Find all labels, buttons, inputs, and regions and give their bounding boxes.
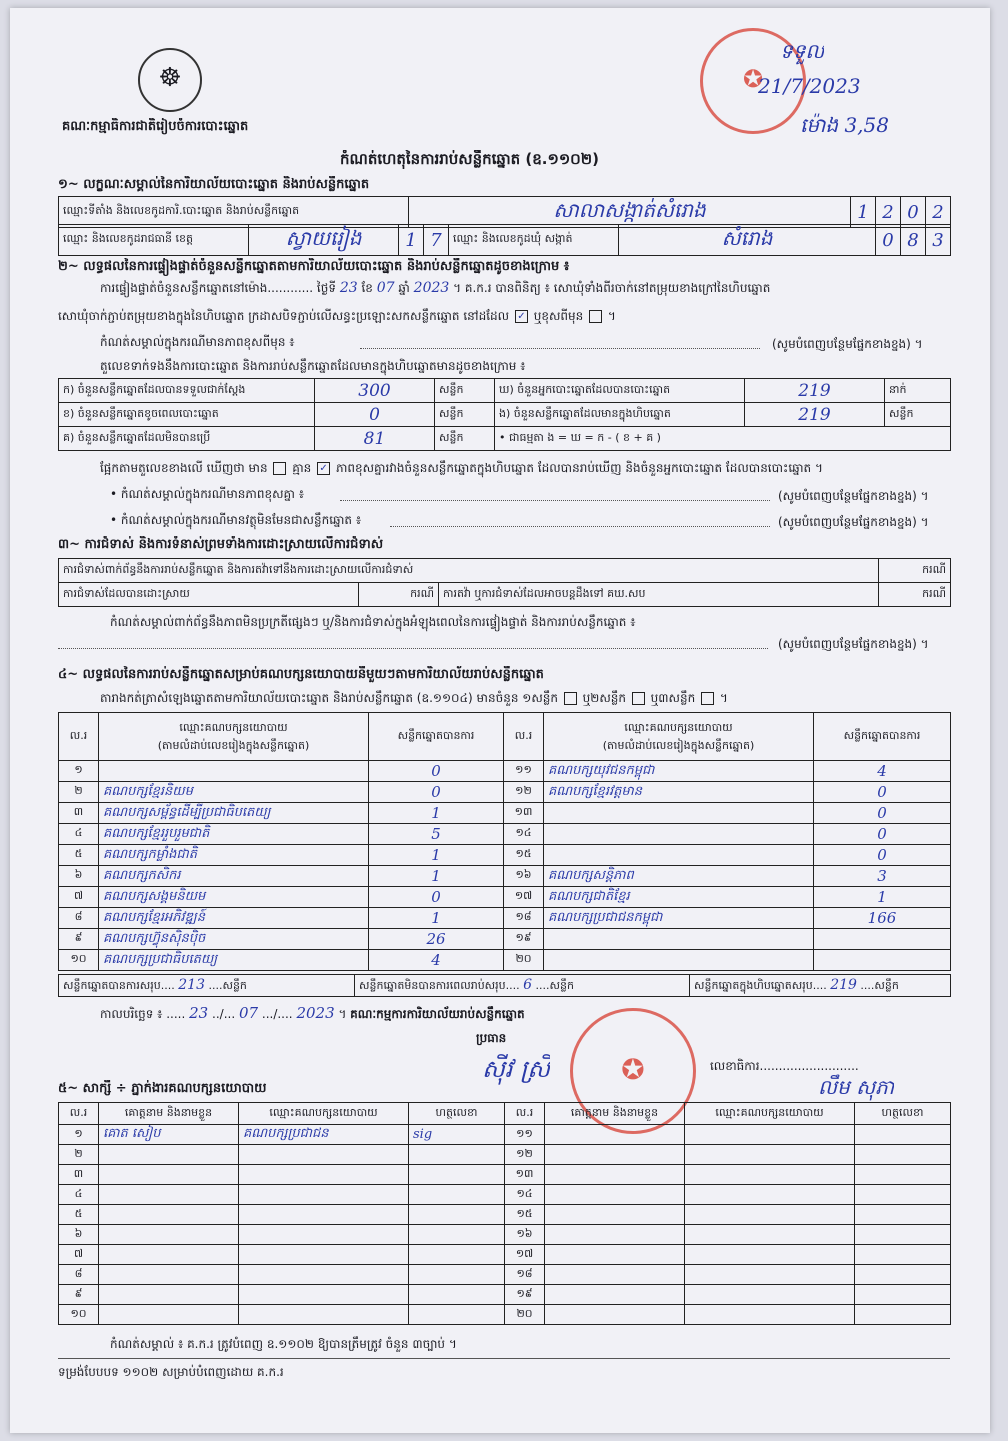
office-code-digit: 0	[901, 197, 926, 228]
witness-name	[545, 1285, 685, 1305]
witness-signature: sig	[409, 1125, 505, 1145]
table-row	[59, 1205, 951, 1225]
commune-code-digit: 0	[876, 225, 901, 256]
seal-diff-label: ឬខុសពីមុន	[533, 309, 584, 323]
witness-party	[685, 1225, 855, 1245]
witness-signature	[409, 1265, 505, 1285]
party-name	[544, 929, 814, 950]
row-number: ១៥	[505, 1205, 545, 1225]
unit-label: សន្លឹក	[435, 403, 495, 427]
total-invalid-value: 6	[523, 976, 533, 993]
form-footer: ទម្រង់បែបបទ ១១០២ សម្រាប់បំពេញដោយ គ.ក.រ	[58, 1365, 284, 1379]
party-name: គណបក្សយុវជនកម្ពុជា	[544, 761, 814, 782]
party-name	[544, 824, 814, 845]
col-party-header: ឈ្មោះគណបក្សនយោបាយ	[685, 1103, 855, 1125]
witness-party	[685, 1165, 855, 1185]
ballots-in-box-value: 219	[745, 403, 885, 427]
compare-yes-checkbox[interactable]	[273, 462, 286, 475]
witness-name	[545, 1205, 685, 1225]
fill-hint: (សូមបំពេញបន្ថែមផ្នែកខាងខ្នង) ។	[778, 515, 929, 529]
witness-name	[545, 1145, 685, 1165]
party-votes: 1	[369, 908, 504, 929]
table-row	[59, 845, 951, 866]
date-month: 07	[238, 1004, 259, 1022]
row-number: ២០	[505, 1305, 545, 1325]
unit-label: នាក់	[885, 379, 951, 403]
chair-label: ប្រធាន	[476, 1031, 507, 1045]
table-row	[59, 1165, 951, 1185]
row-number: ៨	[59, 908, 99, 929]
party-name: គណបក្សខ្មែរវត្តមាន	[544, 782, 814, 803]
check-day: 23	[339, 280, 358, 296]
table-row	[59, 1305, 951, 1325]
party-name: គណបក្សខ្មែររួបរួមជាតិ	[99, 824, 369, 845]
seal-same-checkbox[interactable]: ✓	[515, 310, 528, 323]
row-number: ១៦	[505, 1225, 545, 1245]
check-text: ការផ្ទៀងផ្ទាត់ចំនួនសន្លឹកឆ្នោតនៅម៉ោង............ ថ្ងៃទី	[100, 281, 336, 295]
col-sign-header: ហត្ថលេខា	[409, 1103, 505, 1125]
check-line	[100, 280, 960, 298]
row-number: ១៧	[505, 1245, 545, 1265]
witness-signature	[855, 1185, 951, 1205]
witness-signature	[409, 1165, 505, 1185]
bullet-non-ballot: • កំណត់សម្គាល់ក្នុងករណីមានវត្ថុមិនមែនជាសន្លឹកឆ្នោត ៖	[110, 513, 362, 527]
party-votes: 1	[369, 803, 504, 824]
witness-name	[545, 1305, 685, 1325]
table-row	[59, 1125, 951, 1145]
row-number: ៥	[59, 1205, 99, 1225]
row-number: ៩	[59, 929, 99, 950]
received-note-line3: ម៉ោង 3,58	[800, 113, 889, 137]
witness-name	[545, 1125, 685, 1145]
ballots-unused-value: 81	[315, 427, 435, 451]
row-number: ១៦	[504, 866, 544, 887]
witness-signature	[855, 1165, 951, 1185]
col-party-header: ឈ្មោះគណបក្សនយោបាយ (តាមលំដាប់លេខរៀងក្នុងសន្លឹកឆ្នោត)	[544, 713, 814, 761]
objections-count-label: ការជំទាស់ពាក់ព័ន្ធនឹងការរាប់សន្លឹកឆ្នោត និងការតវ៉ាទៅនឹងការដោះស្រាយលើការជំទាស់	[59, 559, 879, 583]
row-number: ១០	[59, 1305, 99, 1325]
note-dotted-line	[360, 348, 760, 349]
check-month: 07	[376, 280, 395, 296]
witness-party	[685, 1185, 855, 1205]
witness-signature	[409, 1145, 505, 1165]
formula-note: • ជាធម្មតា ង = ឃ = ក - ( ខ + គ )	[495, 427, 951, 451]
table-row	[59, 929, 951, 950]
fill-hint: (សូមបំពេញបន្ថែមផ្នែកខាងខ្នង) ។	[778, 489, 929, 503]
province-code-digit: 7	[424, 225, 449, 256]
tally-sheets-line: តារាងកត់ត្រាសំឡេងឆ្នោតតាមការិយាល័យបោះឆ្នោត និងរាប់សន្លឹកឆ្នោត (ឧ.១១០៤) មានចំនួន ១សន្លឹក ឬ២សន្លឹក ឬ៣សន្លឹក ។	[100, 691, 728, 705]
witness-party	[239, 1285, 409, 1305]
party-votes: 0	[814, 824, 951, 845]
case-unit: ករណី	[359, 583, 439, 607]
commune-value: សំរោង	[619, 225, 876, 256]
party-votes: 0	[369, 761, 504, 782]
row-number: ២	[59, 1145, 99, 1165]
witness-signature	[409, 1185, 505, 1205]
form-title: កំណត់ហេតុនៃការរាប់សន្លឹកឆ្នោត (ឧ.១១០២)	[340, 150, 600, 168]
case-unit: ករណី	[879, 559, 951, 583]
witness-party: គណបក្សប្រជាជន	[239, 1125, 409, 1145]
party-name: គណបក្សកម្លាំងជាតិ	[99, 845, 369, 866]
witness-party	[685, 1125, 855, 1145]
party-name	[544, 845, 814, 866]
tally-1-checkbox[interactable]	[564, 692, 577, 705]
office-code-digit: 2	[926, 197, 951, 228]
unit-label: សន្លឹក	[885, 403, 951, 427]
witness-party	[239, 1185, 409, 1205]
party-name: គណបក្សប្រជាធិបតេយ្យ	[99, 950, 369, 971]
party-votes: 1	[814, 887, 951, 908]
witness-name	[99, 1205, 239, 1225]
witness-name	[545, 1185, 685, 1205]
party-votes: 5	[369, 824, 504, 845]
fill-hint: (សូមបំពេញបន្ថែមផ្នែកខាងខ្នង) ។	[772, 337, 923, 351]
bullet1-dotted-line	[340, 500, 770, 501]
commission-sign-label: គណៈកម្មការការិយាល័យរាប់សន្លឹកឆ្នោត	[350, 1007, 525, 1021]
seal-line: សោឃុំចាក់ភ្ជាប់តម្រុយខាងក្នុងនៃហិបឆ្នោត ក្រដាសបិទភ្ជាប់លើសន្ធះប្រឡោះសកសន្លឹកឆ្នោត នៅដដែល ✓ ឬខុសពីមុន ។	[58, 309, 616, 323]
secretary-label: លេខាធិការ..........................	[710, 1059, 859, 1073]
seal-diff-checkbox[interactable]	[589, 310, 602, 323]
appeals-label: ការតវ៉ា ឬការជំទាស់ដែលអាចបន្តដឹងទៅ គឃ.សប	[439, 583, 879, 607]
row-number: ៣	[59, 1165, 99, 1185]
row-number: ១០	[59, 950, 99, 971]
office-value: សាលាសង្កាត់សំរោង	[409, 197, 851, 228]
party-votes: 4	[369, 950, 504, 971]
voters-voted-label: ឃ) ចំនួនអ្នកបោះឆ្នោតដែលបានបោះឆ្នោត	[495, 379, 745, 403]
witness-name	[99, 1305, 239, 1325]
col-party-header: ឈ្មោះគណបក្សនយោបាយ	[239, 1103, 409, 1125]
commune-code-digit: 8	[901, 225, 926, 256]
party-votes: 0	[369, 887, 504, 908]
witness-party	[685, 1245, 855, 1265]
witness-signature	[409, 1205, 505, 1225]
party-name: គណបក្សហ៊្វុនស៊ិនប៉ិច	[99, 929, 369, 950]
compare-none-checkbox[interactable]: ✓	[317, 462, 330, 475]
witness-party	[239, 1305, 409, 1325]
table-row	[59, 1265, 951, 1285]
witness-signature	[855, 1285, 951, 1305]
office-label: ឈ្មោះទីតាំង និងលេខកូដការិ.បោះឆ្នោត និងរាប់សន្លឹកឆ្នោត	[59, 197, 409, 228]
party-name	[544, 803, 814, 824]
table-row	[59, 1145, 951, 1165]
ballot-count-form	[10, 8, 990, 1433]
row-number: ២០	[504, 950, 544, 971]
witness-name	[545, 1225, 685, 1245]
table-row	[59, 1225, 951, 1245]
witness-name	[545, 1245, 685, 1265]
total-invalid-cell: សន្លឹកឆ្នោតមិនបានការពេលរាប់សរុប.... 6 ....សន្លឹក	[355, 975, 690, 997]
row-number: ១	[59, 1125, 99, 1145]
witness-signature	[409, 1245, 505, 1265]
case-unit: ករណី	[879, 583, 951, 607]
row-number: ២	[59, 782, 99, 803]
witness-signature	[855, 1305, 951, 1325]
witness-signature	[855, 1145, 951, 1165]
unit-label: សន្លឹក	[435, 427, 495, 451]
witness-party	[239, 1165, 409, 1185]
compare-line: ផ្អែកតាមតួលេខខាងលើ ឃើញថា មាន គ្មាន ✓ ភាពខុសគ្នារវាងចំនួនសន្លឹកឆ្នោតក្នុងហិបឆ្នោត ដែលបានរាប់ឃើញ និងចំនួនអ្នកបោះឆ្នោត ដែលបានបោះឆ្នោត ។	[100, 461, 823, 475]
party-name: គណបក្សសន្តិភាព	[544, 866, 814, 887]
bullet2-dotted-line	[390, 526, 770, 527]
row-number: ៤	[59, 824, 99, 845]
bullet-difference: • កំណត់សម្គាល់ក្នុងករណីមានភាពខុសគ្នា ៖	[110, 487, 305, 501]
witness-signature	[855, 1245, 951, 1265]
total-valid-value: 213	[178, 976, 205, 993]
resolved-objections-label: ការជំទាស់ដែលបានដោះស្រាយ	[59, 583, 359, 607]
table-row	[59, 824, 951, 845]
fill-hint: (សូមបំពេញបន្ថែមផ្នែកខាងខ្នង) ។	[778, 637, 929, 651]
table-row	[59, 1185, 951, 1205]
received-note-line2: 21/7/2023	[758, 74, 861, 98]
col-no-header: ល.រ	[504, 713, 544, 761]
chair-signature: ស៊ីវ ស្រី	[482, 1055, 551, 1083]
row-number: ៦	[59, 1225, 99, 1245]
table-row	[59, 908, 951, 929]
footer-rule	[58, 1358, 950, 1359]
ballots-in-box-label: ង) ចំនួនសន្លឹកឆ្នោតដែលមានក្នុងហិបឆ្នោត	[495, 403, 745, 427]
witness-name	[545, 1265, 685, 1285]
col-no-header: ល.រ	[505, 1103, 545, 1125]
witness-name	[99, 1245, 239, 1265]
section2-heading: ២~ លទ្ធផលនៃការផ្ទៀងផ្ទាត់ចំនួនសន្លឹកឆ្នោតតាមការិយាល័យបោះឆ្នោត និងរាប់សន្លឹកឆ្នោតដូចខាងក្រោម ៖	[58, 259, 570, 274]
ballots-spoiled-label: ខ) ចំនួនសន្លឹកឆ្នោតខូចពេលបោះឆ្នោត	[59, 403, 315, 427]
row-number: ១៣	[504, 803, 544, 824]
total-box-cell: សន្លឹកឆ្នោតក្នុងហិបឆ្នោតសរុប.... 219 ....សន្លឹក	[690, 975, 951, 997]
witness-name	[99, 1265, 239, 1285]
witness-party	[239, 1205, 409, 1225]
row-number: ៩	[59, 1285, 99, 1305]
party-name: គណបក្សសង្គមនិយម	[99, 887, 369, 908]
ballots-received-label: ក) ចំនួនសន្លឹកឆ្នោតដែលបានទទួលជាក់ស្តែង	[59, 379, 315, 403]
row-number: ៧	[59, 887, 99, 908]
national-emblem-logo: ☸	[138, 48, 202, 112]
commune-label: ឈ្មោះ និងលេខកូដឃុំ សង្កាត់	[449, 225, 619, 256]
objections-note: កំណត់សម្គាល់ពាក់ព័ន្ធនឹងភាពមិនប្រក្រតីផ្សេងៗ ឬ/និងការជំទាស់ក្នុងអំឡុងពេលនៃការផ្ទៀងផ្ទាត់ និងការរាប់សន្លឹកឆ្នោត ៖	[110, 615, 636, 629]
party-name	[544, 950, 814, 971]
section4-heading: ៤~ លទ្ធផលនៃការរាប់សន្លឹកឆ្នោតសម្រាប់គណបក្សនយោបាយនីមួយៗតាមការិយាល័យរាប់សន្លឹកឆ្នោត	[58, 667, 544, 682]
row-number: ១១	[504, 761, 544, 782]
row-number: ១២	[505, 1145, 545, 1165]
row-number: ១៣	[505, 1165, 545, 1185]
table-row	[59, 761, 951, 782]
section1-heading: ១~ លក្ខណៈសម្គាល់នៃការិយាល័យបោះឆ្នោត និងរាប់សន្លឹកឆ្នោត	[58, 177, 370, 192]
row-number: ៥	[59, 845, 99, 866]
commission-stamp: ✪	[570, 1008, 696, 1134]
received-note-line1: ទទួល	[780, 39, 825, 63]
objections-table	[58, 558, 951, 607]
row-number: ១៨	[504, 908, 544, 929]
secretary-signature: លឹម សុភា	[818, 1075, 895, 1099]
office-code-digit: 1	[851, 197, 876, 228]
row-number: ៣	[59, 803, 99, 824]
unit-label: សន្លឹក	[435, 379, 495, 403]
witness-signature	[855, 1225, 951, 1245]
col-votes-header: សន្លឹកឆ្នោតបានការ	[814, 713, 951, 761]
province-code-digit: 1	[399, 225, 424, 256]
row-number: ១២	[504, 782, 544, 803]
commune-code-digit: 3	[926, 225, 951, 256]
witness-party	[685, 1285, 855, 1305]
ballots-unused-label: គ) ចំនួនសន្លឹកឆ្នោតដែលមិនបានប្រើ	[59, 427, 315, 451]
col-no-header: ល.រ	[59, 1103, 99, 1125]
section5-note: កំណត់សម្គាល់ ៖ គ.ក.រ ត្រូវបំពេញ ឧ.១១០២ ឱ្យបានត្រឹមត្រូវ ចំនួន ៣ច្បាប់ ។	[110, 1337, 457, 1351]
party-votes: 0	[814, 803, 951, 824]
table-row	[59, 1285, 951, 1305]
witness-table	[58, 1102, 951, 1325]
row-number: ៤	[59, 1185, 99, 1205]
row-number: ៦	[59, 866, 99, 887]
section1-table-row2	[58, 224, 951, 256]
party-votes: 26	[369, 929, 504, 950]
witness-name: គោត សៀប	[99, 1125, 239, 1145]
ballot-numbers-table	[58, 378, 951, 451]
section3-heading: ៣~ ការជំទាស់ និងការទំនាស់ព្រមទាំងការដោះស្រាយលើការជំទាស់	[58, 537, 384, 552]
party-name: គណបក្សកសិករ	[99, 866, 369, 887]
voters-voted-value: 219	[745, 379, 885, 403]
section5-heading: ៥~ សាក្សី ÷ ភ្នាក់ងារគណបក្សនយោបាយ	[58, 1081, 267, 1096]
party-votes: 0	[814, 782, 951, 803]
table-row	[59, 887, 951, 908]
total-box-value: 219	[830, 976, 857, 993]
witness-signature	[855, 1125, 951, 1145]
witness-name	[99, 1225, 239, 1245]
results-totals	[58, 974, 951, 997]
row-number: ១៤	[504, 824, 544, 845]
party-name: គណបក្សសម្ព័ន្ធដើម្បីប្រជាធិបតេយ្យ	[99, 803, 369, 824]
witness-name	[99, 1185, 239, 1205]
check-text: ឆ្នាំ	[398, 281, 410, 295]
party-votes: 0	[814, 845, 951, 866]
party-votes: 3	[814, 866, 951, 887]
party-name	[99, 761, 369, 782]
party-votes: 4	[814, 761, 951, 782]
date-day: 23	[189, 1004, 209, 1022]
col-name-header: គោត្តនាម និងនាមខ្លួន	[99, 1103, 239, 1125]
numbers-intro: តួលេខទាក់ទងនឹងការបោះឆ្នោត និងការរាប់សន្លឹកឆ្នោតដែលមានក្នុងហិបឆ្នោតមានដូចខាងក្រោម ៖	[100, 359, 526, 373]
ballots-spoiled-value: 0	[315, 403, 435, 427]
party-votes	[814, 929, 951, 950]
witness-name	[99, 1165, 239, 1185]
table-row	[59, 803, 951, 824]
row-number: ៨	[59, 1265, 99, 1285]
seal-text: សោឃុំចាក់ភ្ជាប់តម្រុយខាងក្នុងនៃហិបឆ្នោត ក្រដាសបិទភ្ជាប់លើសន្ធះប្រឡោះសកសន្លឹកឆ្នោត នៅដដែល	[58, 309, 510, 323]
witness-name	[545, 1165, 685, 1185]
witness-party	[685, 1145, 855, 1165]
difference-note-line: កំណត់សម្គាល់ក្នុងករណីមានភាពខុសពីមុន ៖	[100, 335, 295, 349]
party-name: គណបក្សខ្មែរអភិវឌ្ឍន៍	[99, 908, 369, 929]
col-name-header: គោត្តនាម និងនាមខ្លួន	[545, 1103, 685, 1125]
witness-signature	[409, 1305, 505, 1325]
row-number: ១៩	[505, 1285, 545, 1305]
col-sign-header: ហត្ថលេខា	[855, 1103, 951, 1125]
signing-date-line: កាលបរិច្ឆេទ ៖ ..... 23 ../... 07 .../.... 2023 ។ គណៈកម្មការការិយាល័យរាប់សន្លឹកឆ្នោត	[100, 1004, 525, 1022]
party-votes: 1	[369, 845, 504, 866]
witness-name	[99, 1285, 239, 1305]
witness-party	[239, 1145, 409, 1165]
party-votes	[814, 950, 951, 971]
witness-party	[239, 1245, 409, 1265]
col-no-header: ល.រ	[59, 713, 99, 761]
party-votes: 166	[814, 908, 951, 929]
row-number: ១៩	[504, 929, 544, 950]
tally-2-checkbox[interactable]	[632, 692, 645, 705]
witness-signature	[855, 1265, 951, 1285]
col-party-header: ឈ្មោះគណបក្សនយោបាយ (តាមលំដាប់លេខរៀងក្នុងសន្លឹកឆ្នោត)	[99, 713, 369, 761]
check-year: 2023	[413, 280, 450, 296]
witness-signature	[409, 1285, 505, 1305]
table-row	[59, 1245, 951, 1265]
committee-name: គណៈកម្មាធិការជាតិរៀបចំការបោះឆ្នោត	[62, 119, 249, 134]
party-name: គណបក្សខ្មែរនិយម	[99, 782, 369, 803]
row-number: ១៧	[504, 887, 544, 908]
table-row	[59, 950, 951, 971]
check-text: ខែ	[361, 281, 373, 295]
table-row	[59, 866, 951, 887]
office-code-digit: 2	[876, 197, 901, 228]
row-number: ១៥	[504, 845, 544, 866]
col-votes-header: សន្លឹកឆ្នោតបានការ	[369, 713, 504, 761]
row-number: ១	[59, 761, 99, 782]
objections-dotted-line	[58, 648, 768, 649]
row-number: ១៨	[505, 1265, 545, 1285]
check-text: ។ គ.ក.រ បានពិនិត្យ ៖ សោឃុំទាំងពីរចាក់នៅតម្រុយខាងក្រៅនៃហិបឆ្នោត	[453, 281, 771, 295]
witness-signature	[409, 1225, 505, 1245]
witness-party	[239, 1265, 409, 1285]
table-row	[59, 782, 951, 803]
total-valid-cell: សន្លឹកឆ្នោតបានការសរុប.... 213 ....សន្លឹក	[59, 975, 355, 997]
party-name: គណបក្សជាតិខ្មែរ	[544, 887, 814, 908]
party-votes: 1	[369, 866, 504, 887]
commune-stamp-top: ✪	[700, 28, 806, 134]
row-number: ៧	[59, 1245, 99, 1265]
witness-party	[685, 1265, 855, 1285]
party-results-table	[58, 712, 951, 971]
ballots-received-value: 300	[315, 379, 435, 403]
witness-party	[685, 1305, 855, 1325]
province-value: ស្វាយរៀង	[249, 225, 399, 256]
tally-3-checkbox[interactable]	[701, 692, 714, 705]
row-number: ១៤	[505, 1185, 545, 1205]
party-votes: 0	[369, 782, 504, 803]
witness-party	[239, 1225, 409, 1245]
party-name: គណបក្សប្រជាជនកម្ពុជា	[544, 908, 814, 929]
province-label: ឈ្មោះ និងលេខកូដរាជធានី ខេត្ត	[59, 225, 249, 256]
date-year: 2023	[296, 1004, 335, 1022]
row-number: ១១	[505, 1125, 545, 1145]
witness-signature	[855, 1205, 951, 1225]
witness-party	[685, 1205, 855, 1225]
witness-name	[99, 1145, 239, 1165]
